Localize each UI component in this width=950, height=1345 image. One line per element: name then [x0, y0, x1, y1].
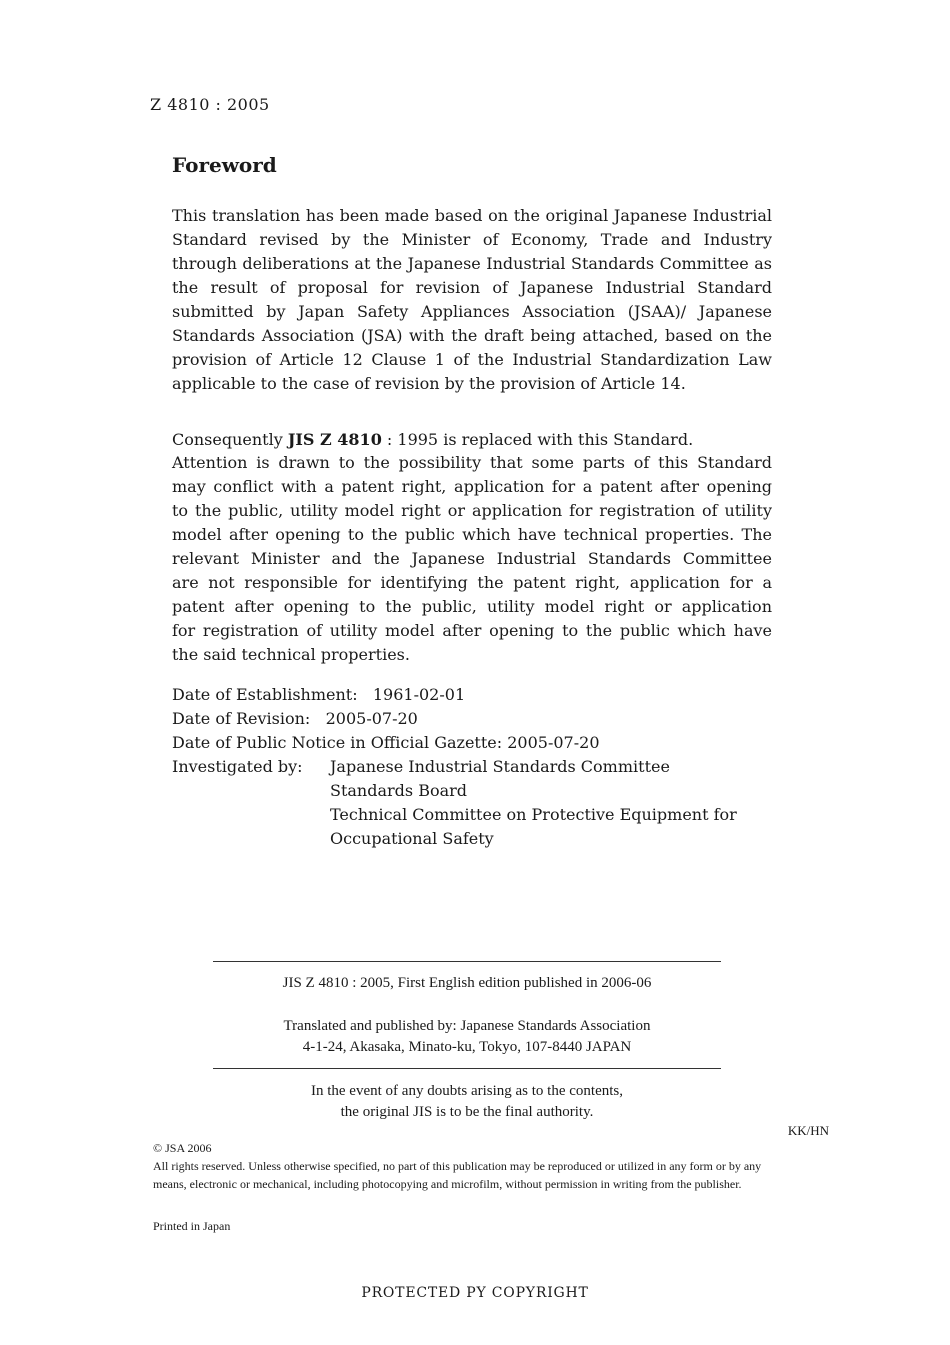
- notice-line: the original JIS is to be the final authority.: [340, 1104, 594, 1120]
- page-footer: PROTECTED PY COPYRIGHT: [361, 1285, 589, 1301]
- investigated-row: [172, 755, 772, 851]
- edition-line: JIS Z 4810 : 2005, First English edition published in 2006-06: [282, 975, 652, 991]
- replaced-standard-id: JIS Z 4810: [287, 430, 382, 449]
- gazette-row: [172, 731, 772, 755]
- revision-label: Date of Revision:: [172, 709, 311, 728]
- patent-line: may conflict with a patent right, application for a patent after opening: [172, 477, 772, 496]
- imprint-divider-bottom: [213, 1068, 721, 1069]
- replacement-suffix: : 1995 is replaced with this Standard.: [381, 430, 694, 449]
- revision-value: 2005-07-20: [325, 709, 418, 728]
- authority-notice: [213, 1081, 721, 1123]
- investigator-line: Standards Board: [330, 781, 468, 800]
- printed-in: Printed in Japan: [153, 1219, 231, 1233]
- imprint-divider-top: [213, 961, 721, 962]
- investigator-line: Japanese Industrial Standards Committee: [330, 757, 670, 776]
- establishment-label: Date of Establishment:: [172, 685, 358, 704]
- establishment-value: 1961-02-01: [372, 685, 466, 704]
- patent-line: are not responsible for identifying the patent right, application for a: [172, 573, 772, 592]
- translator-code: KK/HN: [787, 1123, 829, 1138]
- patent-line: patent after opening to the public, utility model right or application: [172, 597, 772, 616]
- notice-line: In the event of any doubts arising as to the contents,: [310, 1083, 623, 1099]
- gazette-label: Date of Public Notice in Official Gazette:: [172, 733, 503, 752]
- patent-line: relevant Minister and the Japanese Industrial Standards Committee: [172, 549, 772, 568]
- establishment-row: [172, 683, 772, 707]
- foreword-title: Foreword: [172, 153, 277, 177]
- investigated-label: Investigated by:: [172, 757, 303, 776]
- foreword-paragraph-translation: This translation has been made based on the original Japanese Industrial Standard revised by the Minister of Economy, Trade and Industry through deliberations at the Japanese Industrial Standards Committee as the result of proposal for revision of Japanese Industrial Standard submitted by Japan Safety Appliances Association (JSAA)/ Japanese Standards Association (JSA) with the draft being attached, based on the provision of Article 12 Clause 1 of the Industrial Standardization Law applicable to the case of revision by the provision of Article 14.: [172, 206, 772, 393]
- rights-statement: All rights reserved. Unless otherwise specified, no part of this publication may be reproduced or utilized in any form or by any means, electronic or mechanical, including photocopying and microfilm, without permission in writing from the publisher.: [153, 1159, 762, 1191]
- publisher-line: Translated and published by: Japanese Standards Association: [283, 1018, 651, 1034]
- foreword-paragraph-replacement: [172, 428, 772, 452]
- dates-block: [172, 683, 772, 851]
- revision-row: [172, 707, 772, 731]
- patent-line: the said technical properties.: [172, 645, 410, 664]
- investigator-line: Technical Committee on Protective Equipment for: [330, 805, 737, 824]
- patent-line: for registration of utility model after opening to the public which have: [172, 621, 772, 640]
- patent-line: Attention is drawn to the possibility that some parts of this Standard: [172, 453, 772, 472]
- replacement-prefix: Consequently: [172, 430, 288, 449]
- investigator-line: Occupational Safety: [330, 829, 494, 848]
- foreword-paragraph-patent: [172, 451, 772, 667]
- patent-line: model after opening to the public which have technical properties. The: [172, 525, 772, 544]
- standard-id: Z 4810 : 2005: [150, 95, 270, 114]
- patent-line: to the public, utility model right or application for registration of utility: [172, 501, 772, 520]
- publisher-address: 4-1-24, Akasaka, Minato-ku, Tokyo, 107-8440 JAPAN: [302, 1039, 632, 1055]
- investigated-values: [330, 755, 772, 851]
- gazette-value: 2005-07-20: [507, 733, 600, 752]
- copyright-notice: © JSA 2006: [153, 1141, 212, 1155]
- publisher-block: [213, 1016, 721, 1058]
